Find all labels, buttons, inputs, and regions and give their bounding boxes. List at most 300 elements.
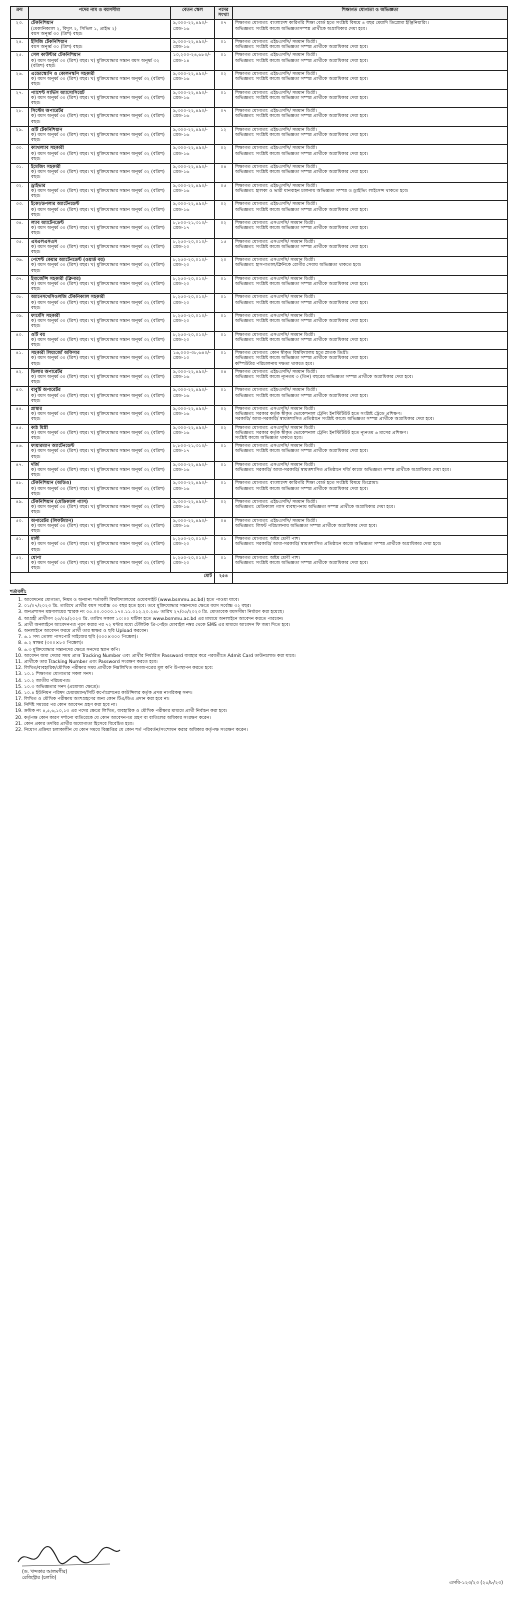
table-row: [11, 52, 508, 71]
post-title: টেকনিশিয়ান (অডিও): [31, 481, 72, 487]
conditions-heading: শর্তাবলী:: [10, 590, 27, 596]
table-header-row: [11, 7, 508, 20]
row-post-cell: [29, 201, 171, 220]
table-row: [11, 424, 508, 443]
table-row: [11, 219, 508, 238]
qualification-line: শিক্ষাগত যোগ্যতা: এইচএসসি/ সমমান ডিগ্রী।: [235, 109, 317, 115]
total-blank: [233, 573, 508, 584]
row-post-count: ০৪: [215, 517, 233, 536]
post-title: ওটি টেকনিশিয়ান: [31, 127, 63, 133]
age-limit: ক) বয়স অনূর্ধ্ব ৩০ (ত্রিশ) বছর। খ) মুক্তিযোদ্ধার সন্তান অনূর্ধ্ব ৩২ (বত্রিশ) বছর।: [31, 374, 165, 386]
table-row: [11, 126, 508, 145]
row-pay-scale: ৯,৩০০-২২,৪৯০/- গ্রেড-১৬: [171, 145, 215, 164]
header-count: পদের সংখ্যা: [215, 7, 233, 20]
row-serial: ৩২.: [11, 182, 29, 201]
vacancy-table: [10, 6, 508, 584]
post-title: ইসিজি টেকনিশিয়ান: [31, 40, 68, 46]
row-post-cell: [29, 406, 171, 425]
qualification-line: শিক্ষাগত যোগ্যতা: এইচএসসি/ সমমান ডিগ্রী।: [235, 518, 317, 524]
age-limit: ক) বয়স অনূর্ধ্ব ৩০ (ত্রিশ) বছর। খ) মুক্তিযোদ্ধার সন্তান অনূর্ধ্ব ৩২ (বত্রিশ) বছর।: [31, 319, 165, 330]
row-pay-scale: ৯,৩০০-২২,৪৯০/- গ্রেড-১৬: [171, 71, 215, 90]
row-pay-scale: ৯,৩০০-২২,৪৯০/- গ্রেড-১৬: [171, 461, 215, 480]
row-post-count: ০৪: [215, 164, 233, 183]
row-qualifications: [233, 52, 508, 71]
qualification-line: শিক্ষাগত যোগ্যতা: এইচএসসি/ সমমান ডিগ্রী।: [235, 183, 317, 189]
row-serial: ৩৫.: [11, 238, 29, 257]
post-title: দর্জি: [31, 462, 39, 468]
qualification-line: অভিজ্ঞতা: সংশ্লিষ্ট কাজে অভিজ্ঞতা সম্পন্ন প্রার্থীকে অগ্রাধিকার দেয়া হবে।: [235, 151, 369, 157]
age-limit: ক) বয়স অনূর্ধ্ব ৩০ (ত্রিশ) বছর। খ) মুক্তিযোদ্ধার সন্তান অনূর্ধ্ব ৩২ (বত্রিশ) বছর।: [31, 244, 165, 255]
row-qualifications: [233, 126, 508, 145]
row-post-cell: [29, 350, 171, 369]
row-qualifications: [233, 424, 508, 443]
age-limit: ক) বয়স অনূর্ধ্ব ৩০ (ত্রিশ) বছর। খ) মুক্তিযোদ্ধার সন্তান বয়স অনূর্ধ্ব ৩২ (বত্রিশ) বছর।: [31, 58, 160, 69]
row-qualifications: [233, 164, 508, 183]
row-pay-scale: ৯,৩০০-২২,৪৯০/- গ্রেড-১৬: [171, 164, 215, 183]
qualification-line: সংশ্লিষ্ট কাজে অভিজ্ঞতা থাকতে হবে।: [235, 436, 303, 442]
qualification-line: শিক্ষাগত যোগ্যতা: এসএসসি/ সমমান ডিগ্রী।: [235, 239, 316, 245]
row-serial: ২৭.: [11, 89, 29, 108]
table-row: [11, 517, 508, 536]
row-serial: ২৬.: [11, 71, 29, 90]
conditions-section: [10, 590, 507, 733]
row-post-cell: [29, 461, 171, 480]
condition-item: 14. ১০.২ জাতীয় পরিচয়পত্র।: [24, 679, 507, 685]
age-limit: ক) বয়স অনূর্ধ্ব ৩০ (ত্রিশ) বছর। খ) মুক্তিযোদ্ধার সন্তান অনূর্ধ্ব ৩২ (বত্রিশ) বছর।: [31, 505, 165, 516]
row-post-count: ০২: [215, 406, 233, 425]
qualification-line: অভিজ্ঞতা: সংশ্লিষ্ট কাজে অভিজ্ঞতা সম্পন্ন প্রার্থীকে অগ্রাধিকার দেয়া হবে।: [235, 170, 369, 176]
row-qualifications: [233, 350, 508, 369]
age-limit: ক) বয়স অনূর্ধ্ব ৩০ (ত্রিশ) বছর। খ) মুক্তিযোদ্ধার সন্তান অনূর্ধ্ব ৩২ (বত্রিশ) বছর।: [31, 151, 165, 162]
row-serial: ৪২.: [11, 368, 29, 387]
row-serial: ২৫.: [11, 52, 29, 71]
post-title: টেকনিশিয়ান (মেডিক্যাল গ্যাস): [31, 500, 88, 506]
row-serial: ৪৯.: [11, 499, 29, 518]
row-qualifications: [233, 275, 508, 294]
qualification-line: অভিজ্ঞতা: সরকার কর্তৃক স্বীকৃত ভোকেশনাল ট্রেনিং ইনস্টিটিউট হতে ন্যূনতম ৬ মাসের প্রশিক্ষণ।: [235, 430, 408, 436]
age-limit: ক) বয়স অনূর্ধ্ব ৩০ (ত্রিশ) বছর। খ) মুক্তিযোদ্ধার সন্তান অনূর্ধ্ব ৩২ (বত্রিশ) বছর।: [31, 170, 165, 181]
row-post-cell: [29, 126, 171, 145]
qualification-line: শিক্ষাগত যোগ্যতা: এসএসসি/ সমমান ডিগ্রী।: [235, 332, 316, 338]
qualification-line: অভিজ্ঞতা: সংশ্লিষ্ট কাজে অভিজ্ঞতা সম্পন্ন প্রার্থীকে অগ্রাধিকার দেয়া হবে।: [235, 393, 369, 399]
row-qualifications: [233, 536, 508, 555]
qualification-line: শিক্ষাগত যোগ্যতা: এসএসসি/ সমমান ডিগ্রী।: [235, 313, 316, 319]
row-serial: ৪৫.: [11, 424, 29, 443]
qualification-line: শিক্ষাগত যোগ্যতা: এইচএসসি/ সমমান ডিগ্রী।: [235, 72, 317, 78]
condition-item: 18. নির্দিষ্ট সময়ের পর কোন আবেদন গ্রহণ করা হবে না।: [24, 703, 507, 709]
post-title: প্লাম্বার: [31, 407, 43, 412]
row-qualifications: [233, 238, 508, 257]
row-qualifications: [233, 406, 508, 425]
row-post-count: ০৭: [215, 108, 233, 127]
header-pay: বেতন স্কেল: [171, 7, 215, 20]
total-label: মোট: [11, 573, 215, 584]
post-title: ড্রাইভার: [31, 183, 46, 189]
row-qualifications: [233, 145, 508, 164]
row-post-cell: [29, 145, 171, 164]
row-serial: ৩৮.: [11, 294, 29, 313]
post-title: ওটি বয়: [31, 332, 46, 338]
row-post-count: ০১: [215, 275, 233, 294]
row-serial: ৩১.: [11, 164, 29, 183]
table-row: [11, 331, 508, 350]
row-pay-scale: ৯,৩০০-২২,৪৯০/- গ্রেড-১৬: [171, 126, 215, 145]
row-post-cell: [29, 424, 171, 443]
age-limit: বয়স অনূর্ধ্ব ৩০ (ত্রিশ) বছর।: [31, 31, 83, 37]
post-title: ধোপা: [31, 555, 42, 561]
row-serial: ৩৯.: [11, 312, 29, 331]
row-qualifications: [233, 257, 508, 276]
qualification-line: শিক্ষাগত যোগ্যতা: এইচএসসি/ সমমান ডিগ্রী।: [235, 165, 317, 171]
row-serial: ৫০.: [11, 517, 29, 536]
row-serial: ৩৩.: [11, 201, 29, 220]
condition-item: 6. অনলাইনে আবেদন ফরমে প্রার্থী তার স্বাক্ষর ও ছবি Upload করবেন।: [24, 629, 507, 635]
row-pay-scale: ৯,৩০০-২২,৪৯০/- গ্রেড-১৬: [171, 89, 215, 108]
post-title: ল্যাব অ্যাটেনডেন্ট: [31, 220, 64, 226]
age-limit: ক) বয়স অনূর্ধ্ব ৩০ (ত্রিশ) বছর। খ) মুক্তিযোদ্ধার সন্তান অনূর্ধ্ব ৩২ (বত্রিশ) বছর।: [31, 449, 165, 460]
post-title: ইমার্জেন্সি সহকারী (ক্লিনার): [31, 276, 81, 282]
row-pay-scale: ৮,২৫০-২০,০১০/- গ্রেড-২০: [171, 536, 215, 555]
qualification-line: শিক্ষাগত যোগ্যতা: এসএসসি/ সমমান ডিগ্রী।: [235, 276, 316, 282]
table-row: [11, 350, 508, 369]
qualification-line: অভিজ্ঞতা: সংশ্লিষ্ট কাজে অভিজ্ঞতা সম্পন্ন প্রার্থীকে অগ্রাধিকার দেয়া হবে।: [235, 45, 369, 51]
qualification-line: শিক্ষাগত যোগ্যতা: এসএসসি/ সমমান ডিগ্রী।: [235, 258, 316, 264]
qualification-line: শিক্ষাগত যোগ্যতা: এইচএসসি/ সমমান ডিগ্রী।: [235, 53, 317, 59]
row-pay-scale: ৮,২৫০-২০,০১০/- গ্রেড-২০: [171, 331, 215, 350]
row-serial: ৪১.: [11, 350, 29, 369]
row-post-count: ০১: [215, 52, 233, 71]
row-pay-scale: ৯,৩০০-২২,৪৯০/- গ্রেড-১৬: [171, 20, 215, 39]
post-title: ইকো/ডপলার অ্যাটেনডেন্ট: [31, 202, 80, 208]
table-row: [11, 20, 508, 39]
qualification-line: অভিজ্ঞতা: সংশ্লিষ্ট কাজে অভিজ্ঞতা সম্পন্ন প্রার্থীকে অগ্রাধিকার দেয়া হবে।: [235, 95, 369, 101]
row-post-count: ০১: [215, 294, 233, 313]
qualification-line: শিক্ষাগত যোগ্যতা: এসএসসি/ সমমান ডিগ্রী।: [235, 295, 316, 301]
row-post-cell: [29, 71, 171, 90]
condition-item: 7. ৬.১ সদ্য তোলা পাসপোর্ট সাইজের ছবি (৩০০×৩০০ পিক্সেল)।: [24, 635, 507, 641]
row-pay-scale: ৯,৩০০-২২,৪৯০/- গ্রেড-১৬: [171, 201, 215, 220]
condition-item: 13. ১০.১ শিক্ষাগত যোগ্যতার সকল সনদ।: [24, 672, 507, 678]
age-limit: ক) বয়স অনূর্ধ্ব ৩০ (ত্রিশ) বছর। খ) মুক্তিযোদ্ধার সন্তান অনূর্ধ্ব ৩২ (বত্রিশ) বছর।: [31, 114, 165, 125]
row-post-cell: [29, 443, 171, 462]
condition-item: 8. ৬.২ স্বাক্ষর (৩০০×৮০ পিক্সেল)।: [24, 641, 507, 647]
row-pay-scale: ৯,৩০০-২২,৪৯০/- গ্রেড-১৬: [171, 39, 215, 52]
qualification-line: শিক্ষাগত যোগ্যতা: এসএসসি/ সমমান ডিগ্রী।: [235, 220, 316, 226]
condition-item: 2. ০১/০৭/২০২৩ খ্রি. তারিখে প্রার্থীর বয়স সর্বোচ্চ ৩০ বছর হতে হবে। তবে মুক্তিযোদ্ধার সন্তানদের ক্ষেত্রে বয়স সর্বোচ্চ ৩২ বছর।: [24, 604, 507, 610]
row-pay-scale: ৯,৩০০-২২,৪৯০/- গ্রেড-১৬: [171, 424, 215, 443]
age-limit: ক) বয়স অনূর্ধ্ব ৩০ (ত্রিশ) বছর। খ) মুক্তিযোদ্ধার সন্তান অনূর্ধ্ব ৩২ (বত্রিশ) বছর।: [31, 430, 165, 442]
age-limit: ক) বয়স অনূর্ধ্ব ৩০ (ত্রিশ) বছর। খ) মুক্তিযোদ্ধার সন্তান অনূর্ধ্ব ৩২ (বত্রিশ) বছর।: [31, 468, 165, 479]
row-serial: ৩০.: [11, 145, 29, 164]
qualification-line: অভিজ্ঞতা: সংশ্লিষ্ট কাজে অভিজ্ঞতা সম্পন্ন প্রার্থীকে অগ্রাধিকার দেয়া হবে।: [235, 114, 369, 120]
age-limit: ক) বয়স অনূর্ধ্ব ৩০ (ত্রিশ) বছর। খ) মুক্তিযোদ্ধার সন্তান অনূর্ধ্ব ৩২ (বত্রিশ) বছর।: [31, 95, 165, 107]
table-row: [11, 461, 508, 480]
total-count: ২৫৪: [215, 573, 233, 584]
row-qualifications: [233, 219, 508, 238]
row-post-count: ২০: [215, 257, 233, 276]
table-row: [11, 406, 508, 425]
age-limit: ক) বয়স অনূর্ধ্ব ৩০ (ত্রিশ) বছর। খ) মুক্তিযোদ্ধার সন্তান অনূর্ধ্ব ৩২ (বত্রিশ) বছর।: [31, 337, 165, 348]
qualification-line: অভিজ্ঞতা: সংশ্লিষ্ট কাজে অভিজ্ঞতা সম্পন্ন প্রার্থীকে অগ্রাধিকার দেয়া হবে।: [235, 449, 369, 455]
condition-item: 11. প্রার্থীকে তার Tracking Number এবং Password সংরক্ষণ করতে হবে।: [24, 660, 507, 666]
qualification-line: অভিজ্ঞতা: সংশ্লিষ্ট কাজে অভিজ্ঞতাসম্পন্ন প্রার্থীকে অগ্রাধিকার দেয়া হবে।: [235, 26, 367, 32]
conditions-list: [10, 598, 507, 734]
condition-item: 16. ১০.৪ ইউনিয়ন পরিষদ চেয়ারম্যান/সিটি কর্পোরেশনের কাউন্সিলর কর্তৃক প্রদত্ত নাগরিকত্ব সনদ।: [24, 691, 507, 697]
row-qualifications: [233, 89, 508, 108]
signatory-name: (ড. খন্দকার আলমগীর): [22, 1570, 68, 1575]
age-limit: ক) বয়স অনূর্ধ্ব ৩০ (ত্রিশ) বছর। খ) মুক্তিযোদ্ধার সন্তান অনূর্ধ্ব ৩২ (বত্রিশ) বছর।: [31, 356, 165, 367]
table-row: [11, 294, 508, 313]
condition-item: 9. ৬.৩ মুক্তিযোদ্ধার সন্তানদের ক্ষেত্রে সনদের স্ক্যান কপি।: [24, 648, 507, 654]
table-row: [11, 164, 508, 183]
row-qualifications: [233, 443, 508, 462]
qualification-line: অভিজ্ঞতা: সংশ্লিষ্ট কাজে অভিজ্ঞতা সম্পন্ন প্রার্থীকে অগ্রাধিকার দেয়া হবে।: [235, 133, 369, 139]
row-qualifications: [233, 39, 508, 52]
row-post-count: ০৫: [215, 182, 233, 201]
qualification-line: অভিজ্ঞতা: সংশ্লিষ্ট কাজে অভিজ্ঞতা সম্পন্ন প্রার্থীকে অগ্রাধিকার দেয়া হবে।: [235, 58, 369, 64]
condition-item: 3. জনপ্রশাসন মন্ত্রণালয়ের স্মারক নং ০৫.০০.০০০০.১৭০.১১.০১২.২০.২৪৮ তারিখ ২৭/০৫/২০২৩ খ্রি. মোতাবেক বয়সসীমা নির্ধারণ করা হয়েছে।: [24, 610, 507, 616]
row-qualifications: [233, 71, 508, 90]
row-post-count: ০২: [215, 499, 233, 518]
row-post-cell: [29, 20, 171, 39]
row-post-cell: [29, 554, 171, 573]
row-serial: ৩৬.: [11, 257, 29, 276]
row-pay-scale: ৯,৩০০-২২,৪৯০/- গ্রেড-১৬: [171, 182, 215, 201]
table-row: [11, 312, 508, 331]
table-row: [11, 182, 508, 201]
row-post-cell: [29, 182, 171, 201]
qualification-line: শিক্ষাগত যোগ্যতা: এসএসসি/ সমমান ডিগ্রী।: [235, 462, 316, 468]
row-post-cell: [29, 536, 171, 555]
qualification-line: শিক্ষাগত যোগ্যতা: বাংলাদেশ কারিগরি শিক্ষা বোর্ড হতে সংশ্লিষ্ট বিষয়ে ৪ বছর মেয়াদি ডিপ্লোমা ইঞ্জিনিয়ারিং।: [235, 21, 429, 27]
qualification-line: কম্পিউটার পরিচালনায় দক্ষতা থাকতে হবে।: [235, 361, 314, 367]
row-pay-scale: ৮,২৫০-২০,০১০/- গ্রেড-২০: [171, 257, 215, 276]
signature-block: [14, 1544, 134, 1594]
qualification-line: অভিজ্ঞতা: হাসপাতাল/ক্লিনিকে রোগীর সেবায় অভিজ্ঞতা থাকতে হবে।: [235, 263, 362, 269]
post-title: অ্যানেসথেসিওলজি টেকনিক্যাল সহকারী: [31, 295, 105, 301]
row-post-cell: [29, 312, 171, 331]
row-post-count: ১৫: [215, 238, 233, 257]
row-post-count: ০৭: [215, 20, 233, 39]
condition-item: 21. কোন প্রকার তদবির প্রার্থীর অযোগ্যতা হিসেবে বিবেচিত হবে।: [24, 722, 507, 728]
row-pay-scale: ৯,৩০০-২২,৪৯০/- গ্রেড-১৬: [171, 406, 215, 425]
row-serial: ২৩.: [11, 20, 29, 39]
row-qualifications: [233, 387, 508, 406]
row-qualifications: [233, 480, 508, 499]
post-title: প্যাশেন্ট সার্ভিস অ্যাসোসিয়েট: [31, 90, 85, 96]
qualification-line: অভিজ্ঞতা: সংশ্লিষ্ট কাজে অভিজ্ঞতা সম্পন্ন প্রার্থীকে অগ্রাধিকার দেয়া হবে।: [235, 300, 369, 306]
row-post-count: ০১: [215, 480, 233, 499]
row-serial: ২৪.: [11, 39, 29, 52]
row-pay-scale: ৯,৩০০-২২,৪৯০/- গ্রেড-১৬: [171, 387, 215, 406]
qualification-line: শিক্ষাগত যোগ্যতা: এইচএসসি/ সমমান ডিগ্রী।: [235, 90, 317, 96]
table-row: [11, 257, 508, 276]
qualification-line: শিক্ষাগত যোগ্যতা: এইচএসসি/ সমমান ডিগ্রী।: [235, 40, 317, 46]
age-limit: ক) বয়স অনূর্ধ্ব ৩০ (ত্রিশ) বছর। খ) মুক্তিযোদ্ধার সন্তান অনূর্ধ্ব ৩২ (বত্রিশ) বছর।: [31, 77, 165, 88]
row-post-count: ০১: [215, 89, 233, 108]
row-pay-scale: ৯,৩০০-২২,৪৯০/- গ্রেড-১৬: [171, 499, 215, 518]
qualification-line: অভিজ্ঞতা: মেডিক্যাল গ্যাস ব্যবস্থাপনায় অভিজ্ঞতা সম্পন্ন প্রার্থীকে অগ্রাধিকার দেয়া হবে।: [235, 505, 395, 511]
qualification-line: শিক্ষাগত যোগ্যতা: এইচএসসি/ সমমান ডিগ্রী।: [235, 146, 317, 152]
row-post-cell: [29, 294, 171, 313]
qualification-line: অভিজ্ঞতা: সংশ্লিষ্ট কাজে অভিজ্ঞতা সম্পন্ন প্রার্থীকে অগ্রাধিকার দেয়া হবে।: [235, 244, 369, 250]
qualification-line: শিক্ষাগত যোগ্যতা: এইচএসসি/ সমমান ডিগ্রী।: [235, 369, 317, 375]
qualification-line: শিক্ষাগত যোগ্যতা: এসএসসি/ সমমান ডিগ্রী।: [235, 444, 316, 450]
qualification-line: শিক্ষাগত যোগ্যতা: বাংলাদেশ কারিগরি শিক্ষা বোর্ড হতে সংশ্লিষ্ট বিষয়ে ডিপ্লোমা।: [235, 481, 379, 487]
signature-scribble-icon: [14, 1544, 124, 1570]
row-post-count: ১২: [215, 126, 233, 145]
row-post-count: ০১: [215, 443, 233, 462]
row-post-count: ০২: [215, 71, 233, 90]
qualification-line: শিক্ষাগত যোগ্যতা: এইচএসসি/ সমমান ডিগ্রী।: [235, 202, 317, 208]
row-serial: ৫১.: [11, 536, 29, 555]
row-post-count: ০১: [215, 461, 233, 480]
post-title: ডিলার অপারেটর: [31, 369, 63, 375]
row-post-count: ০১: [215, 536, 233, 555]
row-serial: ২৮.: [11, 108, 29, 127]
row-pay-scale: ৮,২৫০-২০,০১০/- গ্রেড-২০: [171, 554, 215, 573]
age-limit: ক) বয়স অনূর্ধ্ব ৩০ (ত্রিশ) বছর। খ) মুক্তিযোদ্ধার সন্তান অনূর্ধ্ব ৩২ (বত্রিশ) বছর।: [31, 412, 165, 423]
row-post-count: ০১: [215, 39, 233, 52]
row-post-cell: [29, 275, 171, 294]
row-post-count: ০১: [215, 350, 233, 369]
age-limit: ক) বয়স অনূর্ধ্ব ৩০ (ত্রিশ) বছর। খ) মুক্তিযোদ্ধার সন্তান অনূর্ধ্ব ৩২ (বত্রিশ) বছর।: [31, 523, 165, 535]
row-qualifications: [233, 108, 508, 127]
qualification-line: অভিজ্ঞতা: সংশ্লিষ্ট কাজে অভিজ্ঞতা সম্পন্ন প্রার্থীকে অগ্রাধিকার দেয়া হবে।: [235, 207, 369, 213]
age-limit: ক) বয়স অনূর্ধ্ব ৩০ (ত্রিশ) বছর। খ) মুক্তিযোদ্ধার সন্তান অনূর্ধ্ব ৩২ (বত্রিশ) বছর।: [31, 393, 165, 404]
post-title: ক্যাথল্যাব সহকারী: [31, 146, 64, 152]
row-post-cell: [29, 89, 171, 108]
header-serial: ক্রম: [11, 7, 29, 20]
total-row: [11, 573, 508, 584]
row-qualifications: [233, 517, 508, 536]
row-post-cell: [29, 238, 171, 257]
row-pay-scale: ৯,৩০০-২২,৪৯০/- গ্রেড-১৬: [171, 108, 215, 127]
vacancy-rows: [11, 20, 508, 573]
row-pay-scale: ৮,২৫০-২০,০১০/- গ্রেড-২০: [171, 312, 215, 331]
table-row: [11, 71, 508, 90]
row-qualifications: [233, 294, 508, 313]
age-limit: ক) বয়স অনূর্ধ্ব ৩০ (ত্রিশ) বছর। খ) মুক্তিযোদ্ধার সন্তান অনূর্ধ্ব ৩২ (বত্রিশ) বছর।: [31, 486, 165, 497]
row-post-count: ০৪: [215, 368, 233, 387]
condition-item: 10. আবেদন জমা দেয়ার সময় প্রাপ্ত Tracking Number এবং প্রার্থীর নির্ধারিত Password ব্যবহার করে পরবর্তীতে Admit Card ডাউনলোড করা যাবে।: [24, 654, 507, 660]
row-serial: ৪০.: [11, 331, 29, 350]
table-row: [11, 368, 508, 387]
table-row: [11, 536, 508, 555]
qualification-line: অভিজ্ঞতা: লিফট পরিচালনায় অভিজ্ঞতা সম্পন্ন প্রার্থীকে অগ্রাধিকার দেয়া হবে।: [235, 523, 378, 529]
qualification-line: অভিজ্ঞতা: সংশ্লিষ্ট কাজে অভিজ্ঞতা সম্পন্ন প্রার্থীকে অগ্রাধিকার দেয়া হবে।: [235, 356, 369, 362]
age-limit: ক) বয়স অনূর্ধ্ব ৩০ (ত্রিশ) বছর। খ) মুক্তিযোদ্ধার সন্তান অনূর্ধ্ব ৩২ (বত্রিশ) বছর।: [31, 281, 165, 293]
post-title: সেল কাউন্টার টেকনিশিয়ান: [31, 53, 81, 59]
qualification-line: অভিজ্ঞতা: সংশ্লিষ্ট কাজে ন্যূনতম ৩ (তিন) বছরের অভিজ্ঞতা সম্পন্ন প্রার্থীকে অগ্রাধিকার দেয়া হবে।: [235, 374, 414, 380]
qualification-line: অভিজ্ঞতা: সংশ্লিষ্ট কাজে অভিজ্ঞতা সম্পন্ন প্রার্থীকে অগ্রাধিকার দেয়া হবে।: [235, 319, 369, 325]
condition-item: 15. ১০.৩ অভিজ্ঞতার সনদ (প্রযোজ্য ক্ষেত্রে)।: [24, 685, 507, 691]
row-serial: ৪৪.: [11, 406, 29, 425]
row-post-cell: [29, 39, 171, 52]
age-limit: ক) বয়স অনূর্ধ্ব ৩০ (ত্রিশ) বছর। খ) মুক্তিযোদ্ধার সন্তান অনূর্ধ্ব ৩২ (বত্রিশ) বছর।: [31, 226, 165, 237]
table-row: [11, 39, 508, 52]
qualification-line: শিক্ষাগত যোগ্যতা: এইচএসসি/ সমমান ডিগ্রী।: [235, 500, 317, 506]
qualification-line: অভিজ্ঞতা: সংশ্লিষ্ট কাজে অভিজ্ঞতা সম্পন্ন প্রার্থীকে অগ্রাধিকার দেয়া হবে।: [235, 281, 369, 287]
qualification-line: অভিজ্ঞতা: সংশ্লিষ্ট কাজে অভিজ্ঞতা সম্পন্ন প্রার্থীকে অগ্রাধিকার দেয়া হবে।: [235, 337, 369, 343]
qualification-line: শিক্ষাগত যোগ্যতা: কোন স্বীকৃত বিশ্ববিদ্যালয় হতে স্নাতক ডিগ্রী।: [235, 351, 349, 357]
row-serial: ৫২.: [11, 554, 29, 573]
qualification-line: অভিজ্ঞতা: হালকা ও ভারী যানবাহন চালনায় অভিজ্ঞতা সম্পন্ন ও ড্রাইভিং লাইসেন্স থাকতে হবে।: [235, 188, 409, 194]
post-subtitle: (মেকানিক্যাল ২, বিদ্যুৎ ২, সিভিল ১, প্রাইভ ২): [31, 26, 117, 32]
qualification-line: অভিজ্ঞতা: সরকারি/ আধা-সরকারি/ স্বায়ত্তশাসিত প্রতিষ্ঠানে দর্জি কাজে অভিজ্ঞতা সম্পন্ন প্রার্থীকে অগ্রাধিকার দেয়া হবে।: [235, 468, 451, 474]
row-post-cell: [29, 108, 171, 127]
row-qualifications: [233, 312, 508, 331]
row-post-count: ০২: [215, 201, 233, 220]
qualification-line: শিক্ষাগত যোগ্যতা: অষ্টম শ্রেণী পাশ।: [235, 555, 301, 561]
qualification-line: শিক্ষাগত যোগ্যতা: অষ্টম শ্রেণী পাশ।: [235, 537, 301, 543]
row-post-cell: [29, 517, 171, 536]
post-title: এমএলএসএস: [31, 239, 58, 245]
row-qualifications: [233, 20, 508, 39]
row-post-count: ০১: [215, 331, 233, 350]
row-serial: ৪৩.: [11, 387, 29, 406]
table-row: [11, 275, 508, 294]
condition-item: 22. নিয়োগ প্রক্রিয়া চলাকালীন যে কোন সময়ে বিজ্ঞপ্তির যে কোন শর্ত পরিবর্তন/সংশোধন করার অধিকার কর্তৃপক্ষ সংরক্ষণ করেন।: [24, 728, 507, 734]
age-limit: ক) বয়স অনূর্ধ্ব ৩০ (ত্রিশ) বছর। খ) মুক্তিযোদ্ধার সন্তান অনূর্ধ্ব ৩২ (বত্রিশ) বছর।: [31, 542, 165, 553]
post-title: এন্ডোস্কোপি ও কোলনস্কপি সহকারী: [31, 72, 95, 78]
condition-item: 19. ক্রমিক নং ৪,৫,৬,১০,১৩ এর পদের ক্ষেত্রে লিখিত, ব্যবহারিক ও মৌখিক পরীক্ষার মাধ্যমে প্রার্থী নির্বাচন করা হবে।: [24, 709, 507, 715]
row-post-cell: [29, 499, 171, 518]
row-post-count: ০২: [215, 424, 233, 443]
table-row: [11, 201, 508, 220]
row-serial: ৪৭.: [11, 461, 29, 480]
row-serial: ২৯.: [11, 126, 29, 145]
row-qualifications: [233, 182, 508, 201]
row-pay-scale: ৮,২৫০-২০,০১০/- গ্রেড-২০: [171, 294, 215, 313]
row-post-count: ০১: [215, 554, 233, 573]
row-post-count: ০২: [215, 219, 233, 238]
row-qualifications: [233, 201, 508, 220]
condition-item: 17. লিখিত ও মৌখিক পরীক্ষায় অংশগ্রহণের জন্য কোন টিএ/ডিএ প্রদান করা হবে না।: [24, 697, 507, 703]
qualification-line: অভিজ্ঞতা: সংশ্লিষ্ট কাজে অভিজ্ঞতা সম্পন্ন প্রার্থীকে অগ্রাধিকার দেয়া হবে।: [235, 561, 369, 567]
qualification-line: শিক্ষাগত যোগ্যতা: এসএসসি/ সমমান ডিগ্রী।: [235, 425, 316, 431]
post-title: মালী: [31, 537, 40, 543]
row-post-cell: [29, 164, 171, 183]
row-post-cell: [29, 387, 171, 406]
age-limit: ক) বয়স অনূর্ধ্ব ৩০ (ত্রিশ) বছর। খ) মুক্তিযোদ্ধার সন্তান অনূর্ধ্ব ৩২ (বত্রিশ) বছর।: [31, 188, 165, 200]
condition-item: 20. কর্তৃপক্ষ কোন কারণ দর্শানো ব্যতিরেকে যে কোন আবেদনপত্র গ্রহণ বা বাতিলের অধিকার সংরক্ষণ করেন।: [24, 716, 507, 722]
qualification-line: অভিজ্ঞতা: সংশ্লিষ্ট কাজে অভিজ্ঞতা সম্পন্ন প্রার্থীকে অগ্রাধিকার দেয়া হবে।: [235, 77, 369, 83]
row-serial: ৪৬.: [11, 443, 29, 462]
table-row: [11, 554, 508, 573]
row-post-count: ০১: [215, 387, 233, 406]
qualification-line: শিক্ষাগত যোগ্যতা: এইচএসসি/ সমমান ডিগ্রী।: [235, 127, 317, 133]
age-limit: ক) বয়স অনূর্ধ্ব ৩০ (ত্রিশ) বছর। খ) মুক্তিযোদ্ধার সন্তান অনূর্ধ্ব ৩২ (বত্রিশ) বছর।: [31, 300, 165, 311]
row-serial: ৩৭.: [11, 275, 29, 294]
table-row: [11, 443, 508, 462]
table-row: [11, 108, 508, 127]
table-row: [11, 89, 508, 108]
row-post-cell: [29, 480, 171, 499]
row-post-cell: [29, 331, 171, 350]
row-qualifications: [233, 368, 508, 387]
post-title: পেশেন্ট কেয়ার অ্যাটেনডেন্ট (ওয়ার্ড বয়): [31, 258, 106, 264]
condition-item: 5. প্রার্থী অনলাইনে আবেদনপত্র পূরণ করার পর ৭২ ঘন্টার মধ্যে টেলিটক প্রি-পেইড মোবাইল নম্বর থেকে SMS এর মাধ্যমে আবেদন ফি জমা দিতে হবে।: [24, 623, 507, 629]
row-pay-scale: ৮,২৫০-২০,০১০/- গ্রেড-২০: [171, 275, 215, 294]
qualification-line: অভিজ্ঞতা: সংশ্লিষ্ট কাজে অভিজ্ঞতা সম্পন্ন প্রার্থীকে অগ্রাধিকার দেয়া হবে।: [235, 226, 369, 232]
condition-item: 4. আগ্রহী প্রার্থীগণ ২৫/০৯/২০২৩ খ্রি. তারিখ সকাল ১০:০০ ঘটিকা হতে www.bsmmu.ac.bd এর মাধ্যমে অনলাইনে আবেদন করতে পারবেন।: [24, 617, 507, 623]
qualification-line: শিক্ষাগত যোগ্যতা: এসএসসি/ সমমান ডিগ্রী।: [235, 407, 316, 412]
header-post: পদের নাম ও বয়সসীমা: [29, 7, 171, 20]
qualification-line: অভিজ্ঞতা: সরকারি/ আধা-সরকারি/ স্বায়ত্তশাসিত প্রতিষ্ঠানে কাজে অভিজ্ঞতা সম্পন্ন প্রার্থীকে অগ্রাধিকার দেয়া হবে।: [235, 542, 442, 548]
row-post-count: ০১: [215, 312, 233, 331]
post-title: কাঠ মিস্ত্রী: [31, 425, 48, 431]
